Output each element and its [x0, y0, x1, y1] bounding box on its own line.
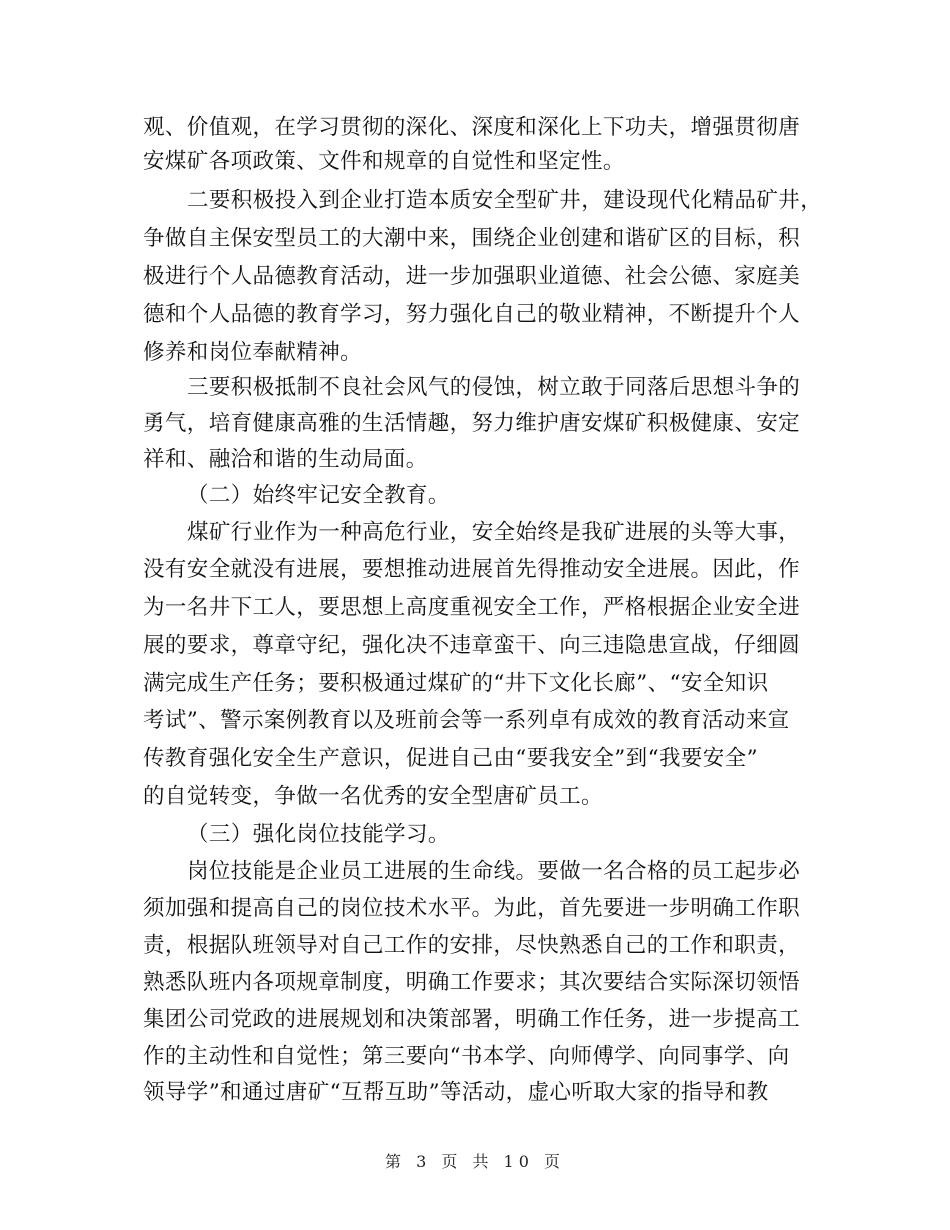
- paragraph-first-line: 煤矿行业作为一种高危行业，安全始终是我矿进展的头等大事，: [187, 520, 801, 545]
- text-line: 展的要求，尊章守纪，强化决不违章蛮干、向三违隐患宣战，仔细圆: [143, 633, 801, 658]
- text-line: 争做自主保安型员工的大潮中来，围绕企业创建和谐矿区的目标，积: [143, 226, 801, 251]
- section-heading: （三）强化岗位技能学习。: [187, 822, 450, 847]
- text-line: 观、价值观，在学习贯彻的深化、深度和深化上下功夫，增强贯彻唐: [143, 115, 801, 140]
- paragraph-first-line: 岗位技能是企业员工进展的生命线。要做一名合格的员工起步必: [187, 859, 801, 884]
- text-line: 的自觉转变，争做一名优秀的安全型唐矿员工。: [143, 784, 603, 809]
- paragraph-first-line: 二要积极投入到企业打造本质安全型矿井，建设现代化精品矿井，: [187, 188, 823, 213]
- text-line: 德和个人品德的教育学习，努力强化自己的敬业精神，不断提升个人: [143, 302, 801, 327]
- paragraph-first-line: 三要积极抵制不良社会风气的侵蚀，树立敢于同落后思想斗争的: [187, 375, 801, 400]
- text-line: 作的主动性和自觉性；第三要向“书本学、向师傅学、向同事学、向: [143, 1044, 790, 1069]
- text-line: 领导学”和通过唐矿“互帮互助”等活动，虚心听取大家的指导和教: [143, 1080, 769, 1105]
- page-number-footer: 第 3 页 共 10 页: [385, 1152, 565, 1171]
- text-line: 勇气，培育健康高雅的生活情趣，努力维护唐安煤矿积极健康、安定: [143, 411, 801, 436]
- text-line: 没有安全就没有进展，要想推动进展首先得推动安全进展。因此，作: [143, 557, 801, 582]
- text-line: 责，根据队班领导对自己工作的安排，尽快熟悉自己的工作和职责，: [143, 933, 801, 958]
- text-line: 祥和、融洽和谐的生动局面。: [143, 447, 428, 472]
- text-line: 极进行个人品德教育活动，进一步加强职业道德、社会公德、家庭美: [143, 264, 801, 289]
- text-line: 集团公司党政的进展规划和决策部署，明确工作任务，进一步提高工: [143, 1007, 801, 1032]
- text-line: 为一名井下工人，要思想上高度重视安全工作，严格根据企业安全进: [143, 595, 801, 620]
- text-line: 熟悉队班内各项规章制度，明确工作要求；其次要结合实际深切领悟: [143, 970, 801, 995]
- text-line: 考试”、警示案例教育以及班前会等一系列卓有成效的教育活动来宣: [143, 708, 790, 733]
- text-line: 修养和岗位奉献精神。: [143, 340, 363, 365]
- text-line: 安煤矿各项政策、文件和规章的自觉性和坚定性。: [143, 149, 625, 174]
- text-line: 须加强和提高自己的岗位技术水平。为此，首先要进一步明确工作职: [143, 896, 801, 921]
- section-heading: （二）始终牢记安全教育。: [187, 483, 450, 508]
- text-line: 传教育强化安全生产意识，促进自己由“要我安全”到“我要安全”: [143, 746, 758, 771]
- text-line: 满完成生产任务；要积极通过煤矿的“井下文化长廊”、“安全知识: [143, 671, 769, 696]
